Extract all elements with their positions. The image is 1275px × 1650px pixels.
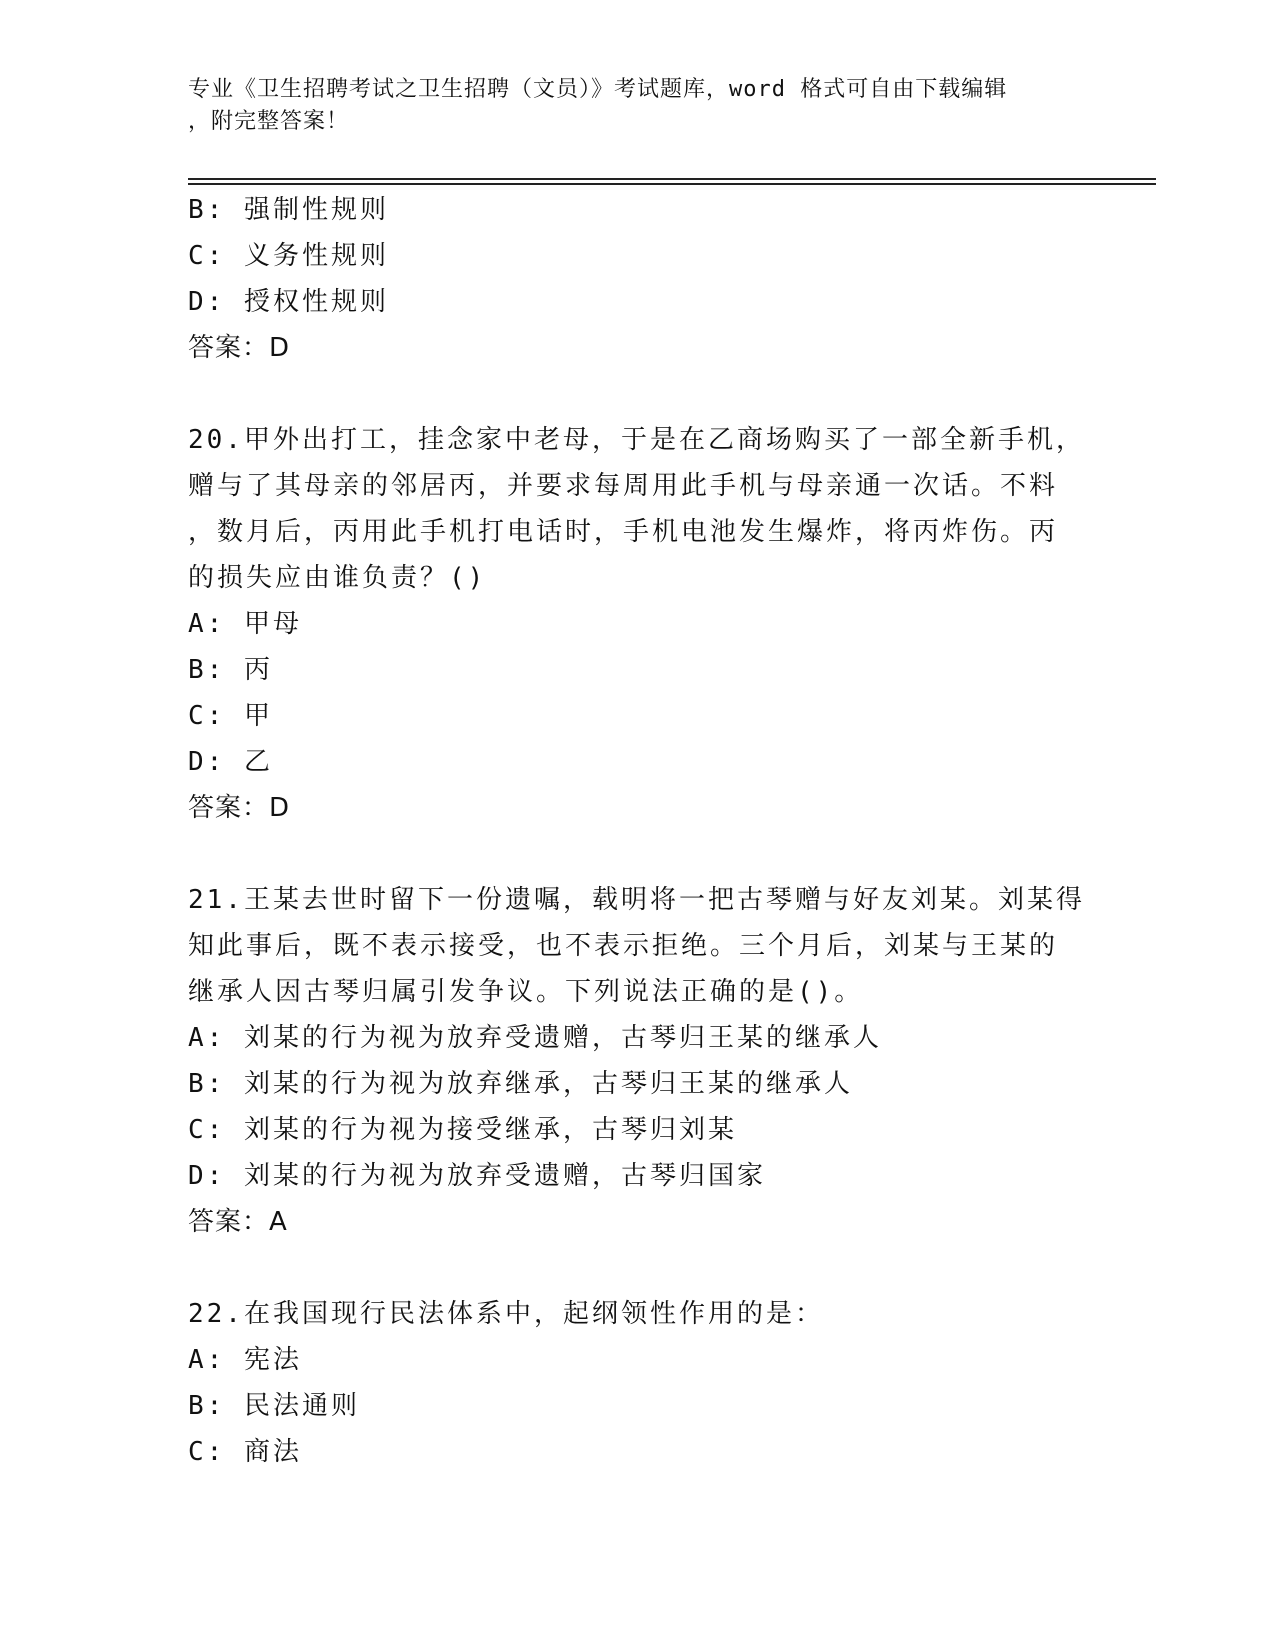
question-stem-line: 赠与了其母亲的邻居丙，并要求每周用此手机与母亲通一次话。不料: [188, 471, 1059, 501]
spacer: [188, 831, 1088, 877]
option-b: B: 刘某的行为视为放弃继承，古琴归王某的继承人: [188, 1069, 853, 1099]
question-stem-line: 的损失应由谁负责？(): [188, 563, 487, 593]
option-b: B: 民法通则: [188, 1391, 360, 1421]
question-stem-line: 继承人因古琴归属引发争议。下列说法正确的是()。: [188, 977, 864, 1007]
question-stem-line: 知此事后，既不表示接受，也不表示拒绝。三个月后，刘某与王某的: [188, 931, 1059, 961]
page-header: [188, 74, 1088, 138]
header-line-1: 专业《卫生招聘考试之卫生招聘（文员）》考试题库，word 格式可自由下载编辑: [188, 77, 1008, 102]
option-d: D: 授权性规则: [188, 287, 389, 317]
question-stem-line: 20.甲外出打工，挂念家中老母，于是在乙商场购买了一部全新手机，: [188, 425, 1085, 455]
question-20: [188, 417, 1088, 831]
question-stem-line: ，数月后，丙用此手机打电话时，手机电池发生爆炸，将丙炸伤。丙: [188, 517, 1059, 547]
option-c: C: 甲: [188, 701, 273, 731]
option-b: B: 强制性规则: [188, 195, 389, 225]
question-stem-line: 21.王某去世时留下一份遗嘱，载明将一把古琴赠与好友刘某。刘某得: [188, 885, 1085, 915]
question-19: [188, 187, 1088, 371]
option-a: A: 甲母: [188, 609, 302, 639]
question-22: [188, 1291, 1088, 1475]
option-a: A: 刘某的行为视为放弃受遗赠，古琴归王某的继承人: [188, 1023, 882, 1053]
option-d: D: 乙: [188, 747, 273, 777]
header-divider-bottom: [188, 183, 1156, 185]
option-c: C: 义务性规则: [188, 241, 389, 271]
answer: 答案：A: [188, 1207, 288, 1237]
question-21: [188, 877, 1088, 1245]
spacer: [188, 1245, 1088, 1291]
option-c: C: 刘某的行为视为接受继承，古琴归刘某: [188, 1115, 737, 1145]
answer: 答案：D: [188, 793, 291, 823]
spacer: [188, 371, 1088, 417]
header-line-2: ，附完整答案！: [188, 109, 350, 134]
header-divider-top: [188, 178, 1156, 180]
question-list: [188, 187, 1088, 1475]
answer: 答案：D: [188, 333, 291, 363]
question-stem-line: 22.在我国现行民法体系中，起纲领性作用的是：: [188, 1299, 824, 1329]
option-c: C: 商法: [188, 1437, 302, 1467]
option-d: D: 刘某的行为视为放弃受遗赠，古琴归国家: [188, 1161, 766, 1191]
option-b: B: 丙: [188, 655, 273, 685]
option-a: A: 宪法: [188, 1345, 302, 1375]
